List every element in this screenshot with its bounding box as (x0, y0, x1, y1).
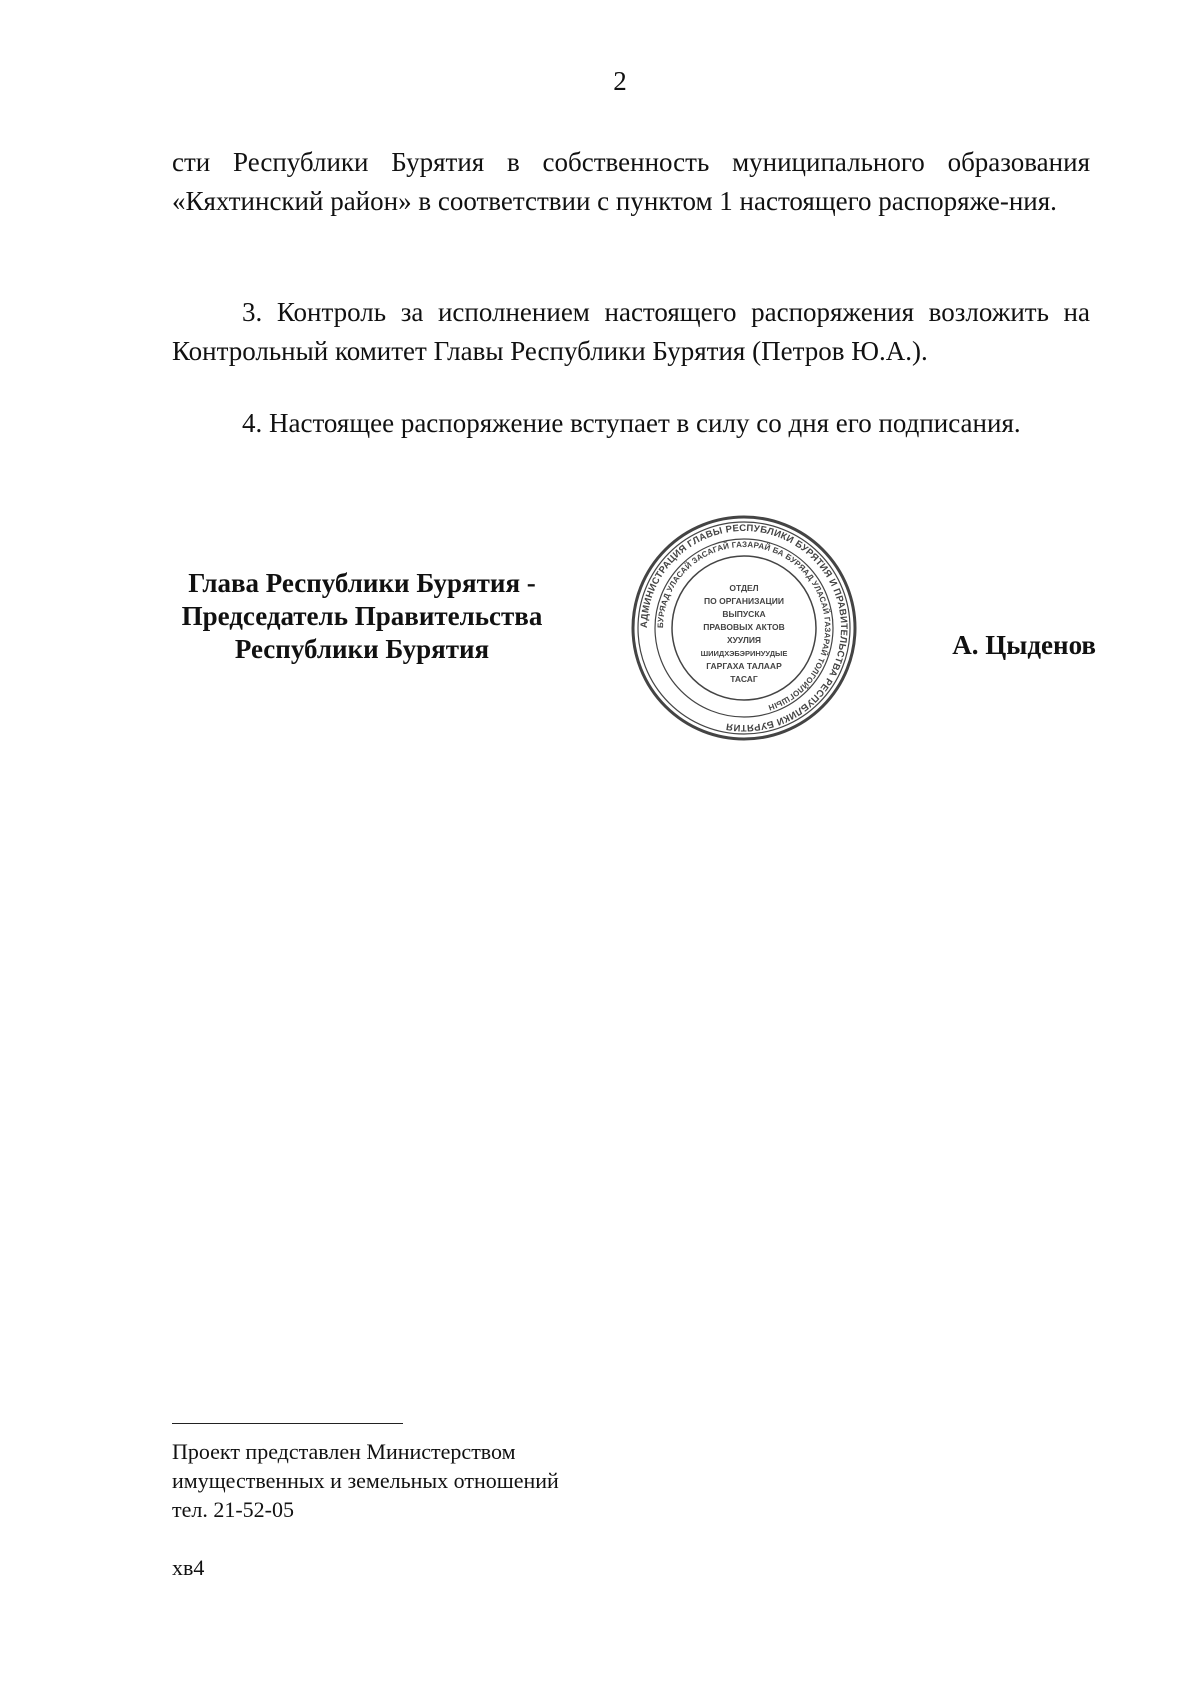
paragraph-item-4: 4. Настоящее распоряжение вступает в силу со дня его подписания. (242, 408, 1021, 438)
official-seal-stamp (628, 512, 860, 744)
seal-inner-text: БУРЯАД УЛАСАЙ ЗАСАГАЙ ГАЗАРАЙ БА БУРЯАД УЛАСАЙ ГАЗАРАЙ ТОЛГОЙЛОГШЫН (655, 539, 833, 713)
footnote-divider (172, 1423, 403, 1424)
page-number: 2 (613, 66, 627, 96)
seal-center-text (701, 583, 788, 684)
seal-center-line: ХУУЛИЯ (726, 635, 762, 645)
seal-center-line: ОТДЕЛ (729, 583, 759, 593)
footnote-line-3: тел. 21-52-05 (172, 1497, 295, 1522)
footnote (172, 1437, 559, 1524)
seal-center-line: ГАРГАХА ТАЛААР (706, 661, 782, 671)
seal-center-line: ПРАВОВЫХ АКТОВ (703, 622, 785, 632)
signature-title-line-3: Республики Бурятия (234, 634, 490, 664)
footnote-line-1: Проект представлен Министерством (172, 1439, 516, 1464)
document-code: хв4 (172, 1555, 205, 1580)
seal-center-line: ТАСАГ (730, 674, 758, 684)
seal-center-line: ВЫПУСКА (722, 609, 766, 619)
signature-title-line-1: Глава Республики Бурятия - (188, 568, 536, 598)
footnote-line-2: имущественных и земельных отношений (172, 1468, 559, 1493)
seal-outer-text: АДМИНИСТРАЦИЯ ГЛАВЫ РЕСПУБЛИКИ БУРЯТИЯ И ПРАВИТЕЛЬСТВА РЕСПУБЛИКИ БУРЯТИЯ (638, 522, 850, 734)
paragraph-item-3: 3. Контроль за исполнением настоящего распоряжения возложить на Контрольный комитет Главы Республики Бурятия (Петров Ю.А.). (172, 297, 1090, 366)
signature-title-line-2: Председатель Правительства (181, 601, 543, 631)
seal-center-line: ШИИДХЭБЭРИНУУДЫЕ (700, 649, 788, 658)
paragraph-continuation: сти Республики Бурятия в собственность муниципального образования «Кяхтинский район» в соответствии с пунктом 1 настоящего распоряже-ния. (172, 147, 1090, 216)
seal-center-line: ПО ОРГАНИЗАЦИИ (704, 596, 784, 606)
signature-title (162, 567, 562, 666)
signatory-name: А. Цыденов (952, 630, 1096, 660)
